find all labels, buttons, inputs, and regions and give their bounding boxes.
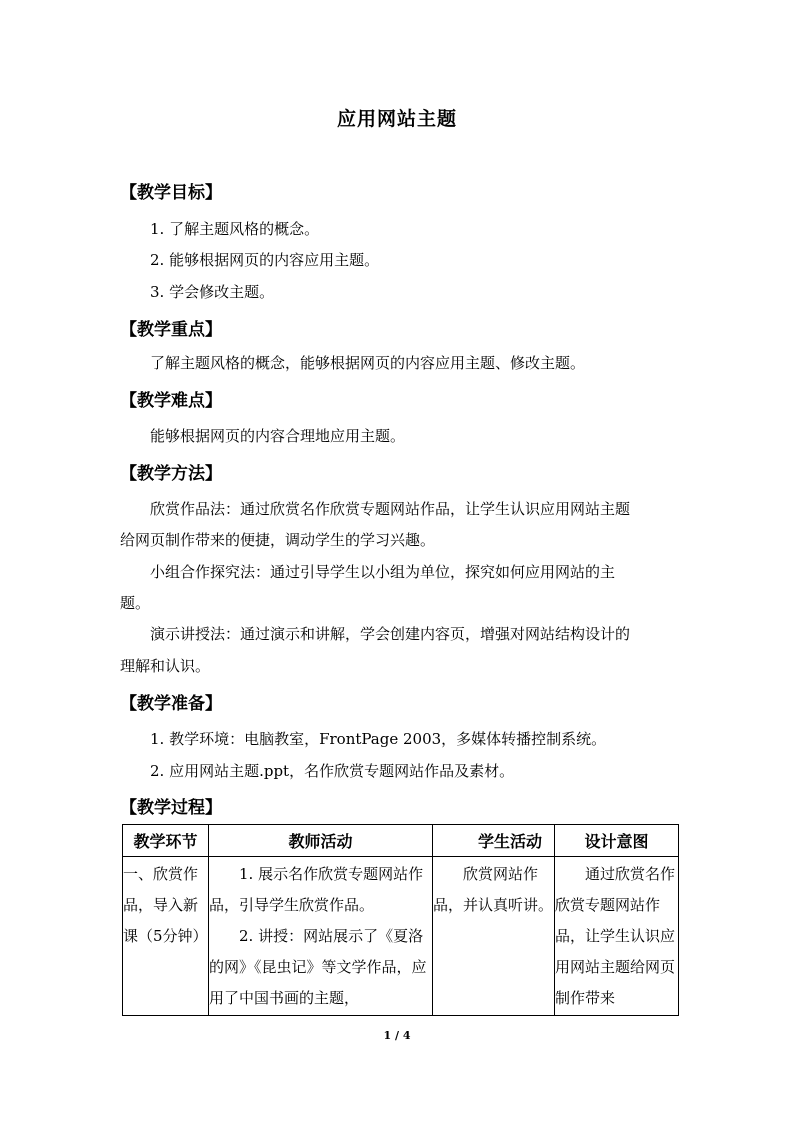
- methods-line: 给网页制作带来的便捷，调动学生的学习兴趣。: [120, 531, 436, 549]
- objectives-heading: 【教学目标】: [120, 183, 222, 203]
- methods-line: 小组合作探究法：通过引导学生以小组为单位，探究如何应用网站的主: [150, 563, 616, 581]
- methods-heading: 【教学方法】: [120, 464, 222, 484]
- column-header: 教师活动: [209, 825, 433, 857]
- difficulties-text: 能够根据网页的内容合理地应用主题。: [150, 427, 406, 445]
- stage-text: 一、欣赏作品，导入新课（5分钟）: [123, 865, 208, 945]
- process-table: [122, 824, 679, 1016]
- page-number: 1 / 4: [383, 1029, 411, 1042]
- table-row: [123, 857, 679, 1016]
- objective-item: 3. 学会修改主题。: [150, 283, 275, 301]
- teacher-activity-text: 2. 讲授：网站展示了《夏洛的网》《昆虫记》等文学作品，应用了中国书画的主题，: [209, 927, 427, 1007]
- teacher-activity-cell: [209, 857, 433, 1016]
- document-title: 应用网站主题: [336, 108, 457, 130]
- table-header-row: [123, 825, 679, 857]
- process-heading: 【教学过程】: [120, 798, 222, 818]
- difficulties-heading: 【教学难点】: [120, 391, 222, 411]
- objective-item: 1. 了解主题风格的概念。: [150, 220, 320, 238]
- student-activity-cell: [433, 857, 555, 1016]
- column-header: 教学环节: [123, 825, 209, 857]
- design-intent-cell: [555, 857, 679, 1016]
- preparation-item: 2. 应用网站主题.ppt，名作欣赏专题网站作品及素材。: [150, 762, 515, 780]
- student-activity-text: 欣赏网站作品，并认真听讲。: [433, 865, 554, 914]
- column-header: 设计意图: [555, 825, 679, 857]
- column-header: 学生活动: [433, 825, 555, 857]
- methods-line: 理解和认识。: [120, 657, 211, 675]
- stage-cell: [123, 857, 209, 1016]
- methods-line: 演示讲授法：通过演示和讲解，学会创建内容页，增强对网站结构设计的: [150, 625, 631, 643]
- methods-line: 欣赏作品法：通过欣赏名作欣赏专题网站作品，让学生认识应用网站主题: [150, 500, 631, 518]
- objective-item: 2. 能够根据网页的内容应用主题。: [150, 251, 380, 269]
- preparation-heading: 【教学准备】: [120, 694, 222, 714]
- preparation-item: 1. 教学环境：电脑教室，FrontPage 2003，多媒体转播控制系统。: [150, 730, 607, 748]
- methods-line: 题。: [120, 594, 151, 612]
- teacher-activity-text: 1. 展示名作欣赏专题网站作品，引导学生欣赏作品。: [209, 865, 424, 914]
- key-points-text: 了解主题风格的概念，能够根据网页的内容应用主题、修改主题。: [150, 354, 586, 372]
- design-intent-text: 通过欣赏名作欣赏专题网站作品，让学生认识应用网站主题给网页制作带来: [555, 865, 676, 1007]
- key-points-heading: 【教学重点】: [120, 320, 222, 340]
